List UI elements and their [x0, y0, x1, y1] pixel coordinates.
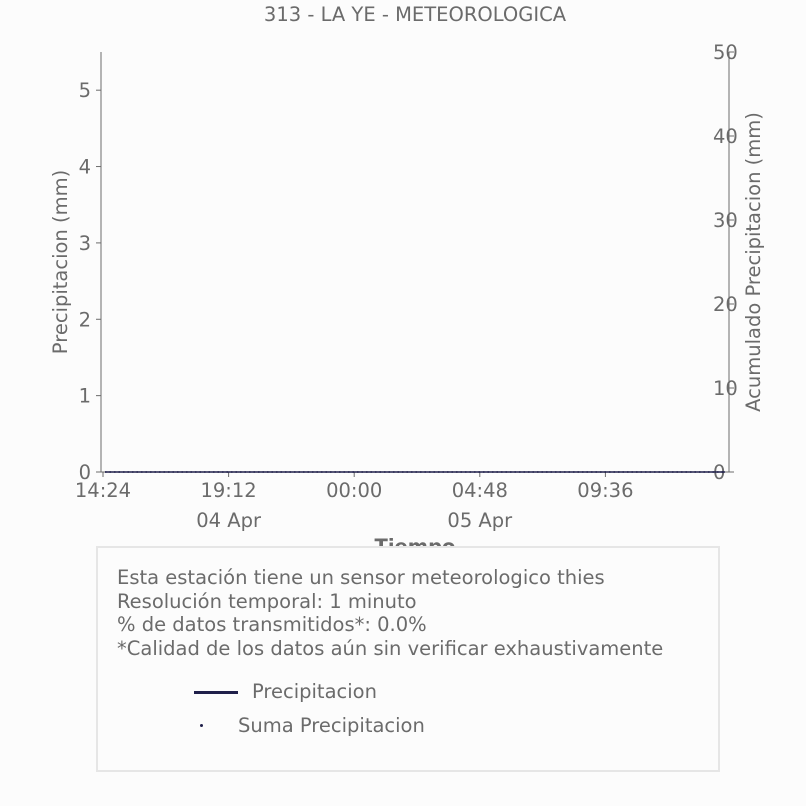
- legend-item-suma: [98, 712, 718, 736]
- legend-item-precipitacion: [98, 678, 718, 702]
- x-date-label: 05 Apr: [447, 509, 513, 532]
- y2-tick-label: 20: [713, 293, 738, 316]
- x-tick-label: 14:24: [74, 479, 132, 502]
- x-tick-label: 09:36: [577, 479, 634, 502]
- y-axis-label: Precipitacion (mm): [49, 169, 72, 355]
- y-tick-label: 2: [78, 308, 91, 332]
- info-line-transmitted: % de datos transmitidos*: 0.0%: [117, 613, 427, 636]
- x-tick-label: 04:48: [451, 479, 508, 502]
- legend-line-swatch: [194, 691, 238, 694]
- y2-axis-label: Acumulado Precipitacion (mm): [742, 112, 765, 412]
- info-line-quality: *Calidad de los datos aún sin verificar exhaustivamente: [117, 636, 664, 660]
- y2-tick-label: 50: [713, 41, 738, 64]
- y-tick-label: 1: [78, 384, 91, 408]
- y-tick-label: 3: [78, 231, 91, 255]
- y-tick-label: 4: [78, 155, 91, 179]
- y2-tick-label: 40: [713, 125, 738, 148]
- legend-dot-swatch: [200, 724, 203, 727]
- y2-tick-label: 30: [713, 209, 738, 232]
- y-tick-label: 0: [78, 461, 91, 484]
- info-box: [96, 546, 720, 772]
- legend-label-precipitacion: Precipitacion: [252, 680, 377, 703]
- info-text: [117, 566, 663, 660]
- y-tick-label: 5: [78, 79, 91, 103]
- legend-label-suma: Suma Precipitacion: [238, 714, 425, 737]
- info-line-resolution: Resolución temporal: 1 minuto: [117, 589, 417, 613]
- x-date-label: 04 Apr: [196, 509, 261, 532]
- x-tick-label: 19:12: [200, 479, 257, 502]
- y2-tick-label: 10: [713, 377, 738, 400]
- y2-tick-label: 0: [713, 461, 726, 484]
- x-tick-label: 00:00: [326, 479, 383, 502]
- info-line-sensor: Esta estación tiene un sensor meteorologico thies: [117, 566, 605, 589]
- chart-title: 313 - LA YE - METEOROLOGICA: [263, 3, 567, 26]
